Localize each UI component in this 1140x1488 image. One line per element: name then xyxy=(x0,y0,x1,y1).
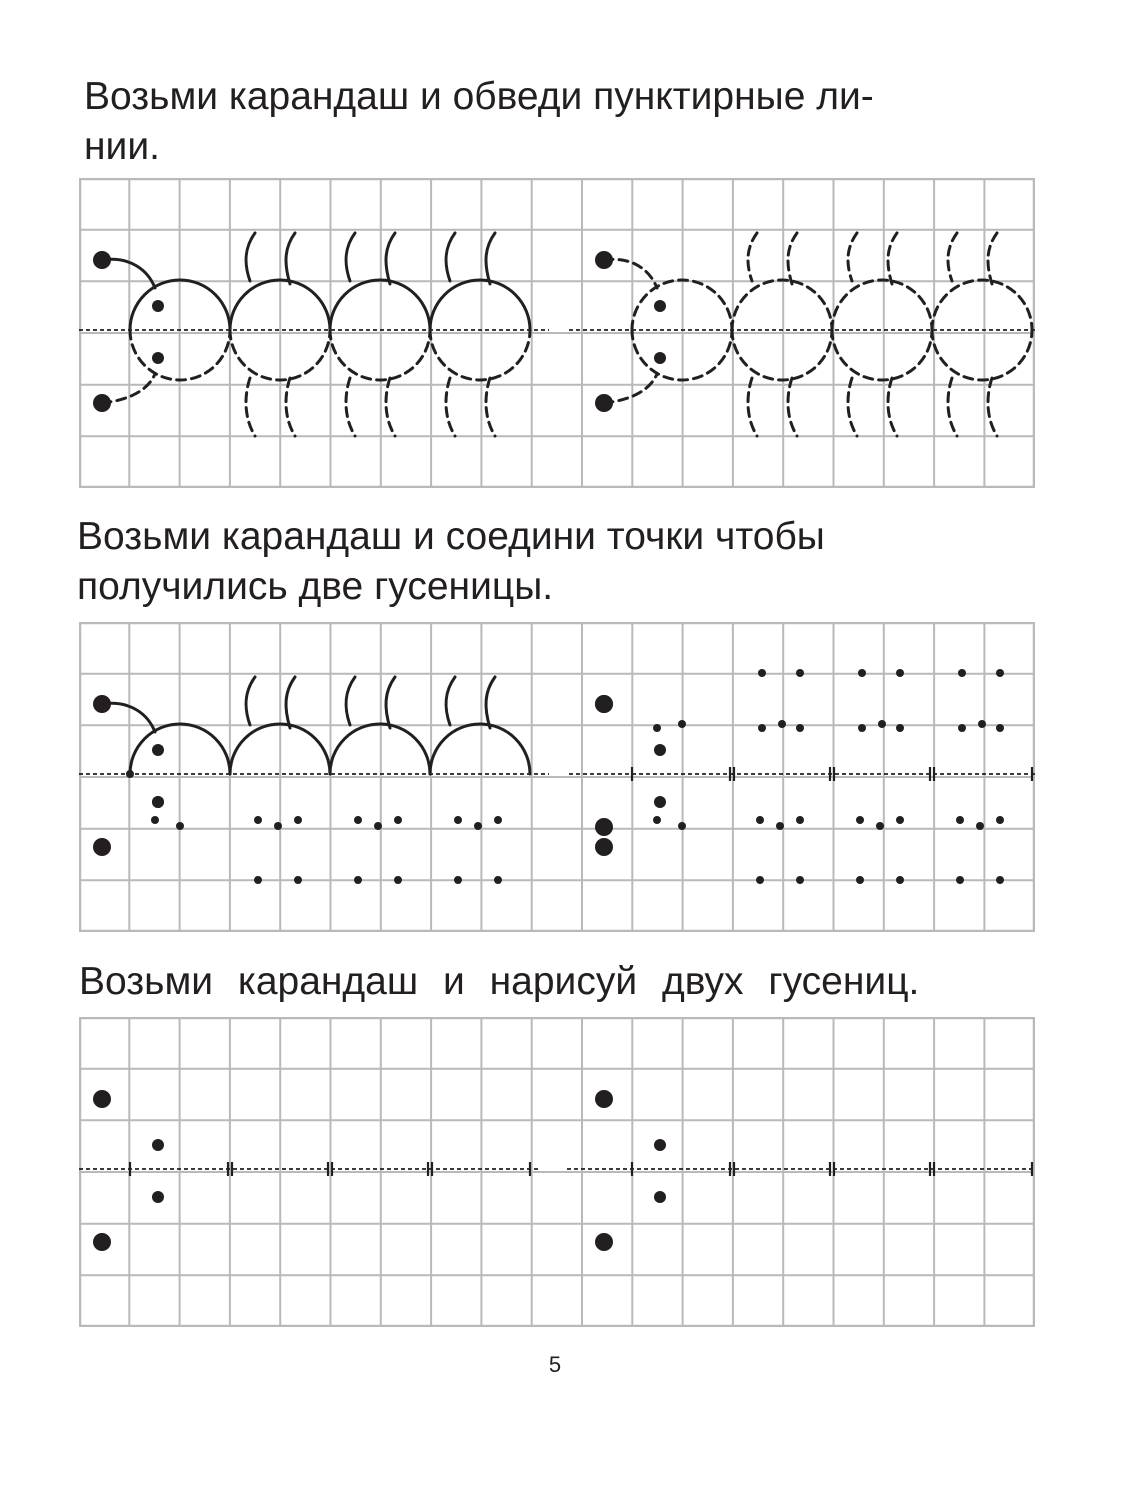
guide-dot xyxy=(254,876,262,884)
instruction-draw xyxy=(79,957,1014,1007)
body-segment-bottom xyxy=(832,330,932,380)
eye-dot-small xyxy=(152,1191,164,1203)
guide-dot xyxy=(858,724,866,732)
guide-dot xyxy=(494,876,502,884)
leg-upper xyxy=(286,677,295,728)
leg-upper xyxy=(748,233,757,281)
leg-upper xyxy=(446,677,455,725)
leg-upper xyxy=(386,233,395,284)
eye-dot-large xyxy=(595,818,613,836)
leg-lower xyxy=(246,378,255,436)
leg-upper xyxy=(848,233,857,281)
guide-dot xyxy=(796,669,804,677)
leg-lower xyxy=(446,378,455,436)
leg-lower xyxy=(848,378,857,436)
guide-dot xyxy=(958,669,966,677)
body-segment-top xyxy=(832,280,932,330)
leg-lower xyxy=(346,378,355,436)
leg-upper xyxy=(486,233,495,284)
guide-dot xyxy=(176,822,184,830)
guide-dot xyxy=(978,720,986,728)
leg-upper xyxy=(888,233,897,284)
guide-dot xyxy=(896,724,904,732)
page-number: 5 xyxy=(548,1352,562,1377)
guide-dot xyxy=(678,822,686,830)
leg-upper xyxy=(286,233,295,284)
eye-dot-small xyxy=(654,1191,666,1203)
eye-dot-small xyxy=(654,1139,666,1151)
leg-upper xyxy=(246,233,255,281)
guide-dot xyxy=(678,720,686,728)
leg-upper xyxy=(346,233,355,281)
guide-dot xyxy=(254,816,262,824)
guide-dot xyxy=(796,816,804,824)
eye-dot-small xyxy=(654,796,666,808)
leg-upper xyxy=(948,233,957,281)
leg-upper xyxy=(346,677,355,725)
guide-dot xyxy=(653,816,661,824)
guide-dot xyxy=(756,876,764,884)
guide-dot xyxy=(294,816,302,824)
body-segment-bottom xyxy=(430,330,530,380)
leg-lower xyxy=(748,378,757,436)
guide-dot xyxy=(454,876,462,884)
eye-dot-small xyxy=(654,300,666,312)
guide-dot xyxy=(274,822,282,830)
guide-dot xyxy=(756,816,764,824)
eye-dot-large xyxy=(93,838,111,856)
guide-dot xyxy=(858,669,866,677)
leg-lower xyxy=(988,378,997,436)
guide-dot xyxy=(151,816,159,824)
guide-dot xyxy=(856,876,864,884)
guide-dot xyxy=(796,876,804,884)
guide-dot xyxy=(474,822,482,830)
exercise-draw-grid xyxy=(79,1017,1035,1327)
eye-dot-large xyxy=(595,1233,613,1251)
guide-dot xyxy=(996,669,1004,677)
leg-upper xyxy=(386,677,395,728)
leg-lower xyxy=(888,378,897,436)
leg-lower xyxy=(286,378,295,436)
eye-dot-large xyxy=(93,1233,111,1251)
eye-dot-small xyxy=(152,1139,164,1151)
body-segment-bottom xyxy=(932,330,1032,380)
guide-dot xyxy=(956,816,964,824)
guide-dot xyxy=(896,669,904,677)
guide-dot xyxy=(778,720,786,728)
body-segment-top xyxy=(932,280,1032,330)
instruction-connect-dots-line2: получились две гусеницы. xyxy=(77,565,554,608)
eye-dot-large xyxy=(93,1090,111,1108)
eye-dot-small xyxy=(152,744,164,756)
guide-dot xyxy=(856,816,864,824)
instruction-trace-line1: Возьми карандаш и обведи пунктирные ли- xyxy=(84,75,874,118)
guide-dot xyxy=(374,822,382,830)
leg-lower xyxy=(386,378,395,436)
exercise-connect-dots-grid xyxy=(79,622,1035,932)
guide-dot xyxy=(494,816,502,824)
guide-dot xyxy=(126,770,134,778)
body-segment-top xyxy=(732,280,832,330)
guide-dot xyxy=(776,822,784,830)
guide-dot xyxy=(878,720,886,728)
instruction-trace xyxy=(84,72,1034,172)
guide-dot xyxy=(653,724,661,732)
leg-upper xyxy=(486,677,495,728)
instruction-trace-line2: нии. xyxy=(84,125,160,168)
leg-upper xyxy=(446,233,455,281)
eye-dot-small xyxy=(152,352,164,364)
instruction-connect-dots xyxy=(77,512,1034,612)
body-segment-top xyxy=(430,724,530,774)
guide-dot xyxy=(758,669,766,677)
eye-dot-large xyxy=(595,695,613,713)
leg-lower xyxy=(486,378,495,436)
guide-dot xyxy=(996,816,1004,824)
guide-dot xyxy=(896,816,904,824)
guide-dot xyxy=(976,822,984,830)
eye-dot-small xyxy=(152,300,164,312)
eye-dot-large xyxy=(93,695,111,713)
guide-dot xyxy=(354,816,362,824)
guide-dot xyxy=(354,876,362,884)
leg-upper xyxy=(788,233,797,284)
leg-upper xyxy=(988,233,997,284)
guide-dot xyxy=(876,822,884,830)
body-segment-top xyxy=(430,280,530,330)
eye-dot-large xyxy=(595,838,613,856)
leg-lower xyxy=(788,378,797,436)
guide-dot xyxy=(996,876,1004,884)
guide-dot xyxy=(454,816,462,824)
instruction-draw-line1: Возьми карандаш и нарисуй двух гусениц. xyxy=(79,960,920,1003)
eye-dot-large xyxy=(595,1090,613,1108)
eye-dot-small xyxy=(152,796,164,808)
instruction-connect-dots-line1: Возьми карандаш и соедини точки чтобы xyxy=(77,515,825,558)
leg-lower xyxy=(948,378,957,436)
guide-dot xyxy=(996,724,1004,732)
guide-dot xyxy=(956,876,964,884)
guide-dot xyxy=(394,876,402,884)
guide-dot xyxy=(394,816,402,824)
exercise-trace-grid xyxy=(79,178,1035,488)
antenna-lower xyxy=(604,374,657,403)
eye-dot-small xyxy=(654,352,666,364)
guide-dot xyxy=(294,876,302,884)
guide-dot xyxy=(796,724,804,732)
eye-dot-small xyxy=(654,744,666,756)
body-segment-bottom xyxy=(732,330,832,380)
guide-dot xyxy=(958,724,966,732)
leg-upper xyxy=(246,677,255,725)
guide-dot xyxy=(758,724,766,732)
guide-dot xyxy=(896,876,904,884)
